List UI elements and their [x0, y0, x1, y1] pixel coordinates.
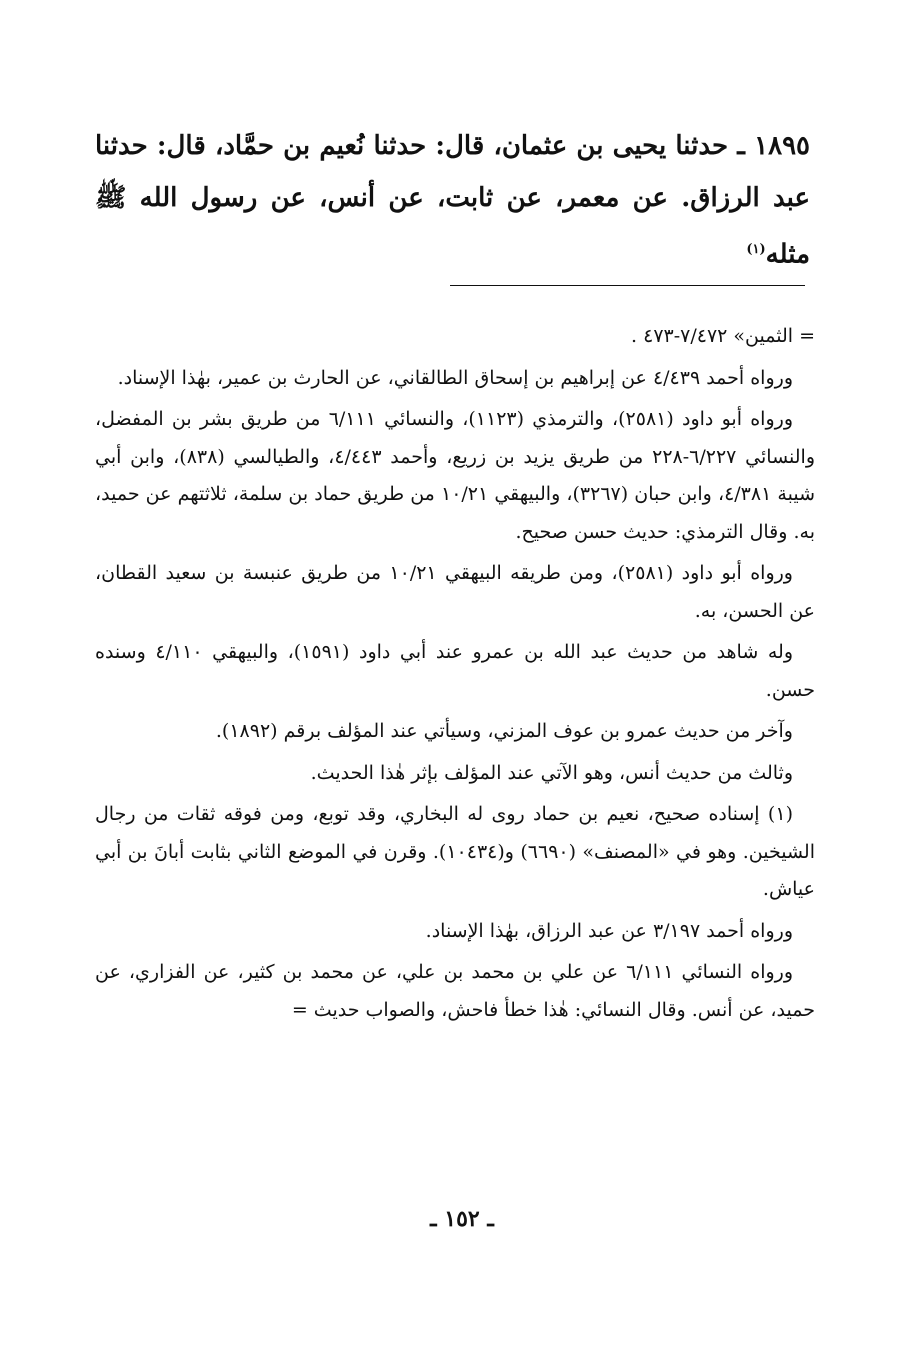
footnote-paragraph: ورواه أحمد ٤/٤٣٩ عن إبراهيم بن إسحاق الطالقاني، عن الحارث بن عمير، بهٰذا الإسناد. [117, 366, 793, 389]
page-number: ـ ١٥٢ ـ [430, 1206, 494, 1232]
main-text [95, 120, 810, 281]
footnote-paragraph: وآخر من حديث عمرو بن عوف المزني، وسيأتي عند المؤلف برقم (١٨٩٢). [215, 720, 793, 742]
hadith-body: ـ حدثنا يحيى بن عثمان، قال: حدثنا نُعيم بن حمَّاد، قال: حدثنا عبد الرزاق. عن معمر، عن ثابت، عن أنس، عن رسول الله ﷺ مثله [95, 131, 810, 270]
footnotes [95, 318, 815, 1033]
footnote-paragraph: وثالث من حديث أنس، وهو الآتي عند المؤلف بإثر هٰذا الحديث. [310, 761, 793, 784]
footnote-1 [95, 796, 815, 909]
footnote-paragraph: ورواه أبو داود (٢٥٨١)، والترمذي (١١٢٣)، والنسائي ٦/١١١ من طريق بشر بن المفضل، والنسائي ٦/٢٢٧-٢٢٨ من طريق يزيد بن زريع، وأحمد ٤/٤٤٣، والطيالسي (٨٣٨)، وابن أبي شيبة ٤/٣٨١، وابن حبان (٣٢٦٧)، والبيهقي ١٠/٢١ من طريق حماد بن سلمة، ثلاثتهم عن حميد، به. وقال الترمذي: حديث حسن صحيح. [95, 408, 816, 543]
footnote-paragraph: وله شاهد من حديث عبد الله بن عمرو عند أبي داود (١٥٩١)، والبيهقي ٤/١١٠ وسنده حسن. [95, 641, 815, 701]
footnote-paragraph: ورواه أبو داود (٢٥٨١)، ومن طريقه البيهقي ١٠/٢١ من طريق عنبسة بن سعيد القطان، عن الحسن، به. [95, 562, 815, 622]
footnote-1-marker: (١) [767, 803, 793, 825]
hadith-number: ١٨٩٥ [754, 131, 810, 161]
footnote-continuation: = الثمين» ٧/٤٧٢-٤٧٣ . [631, 325, 815, 347]
footnote-paragraph: ورواه أحمد ٣/١٩٧ عن عبد الرزاق، بهٰذا الإسناد. [425, 919, 793, 942]
footnote-marker: (١) [746, 242, 766, 257]
hadith-paragraph [95, 120, 810, 281]
footnote-paragraph: ورواه النسائي ٦/١١١ عن علي بن محمد بن علي، عن محمد بن كثير، عن الفزاري، عن حميد، عن أنس. وقال النسائي: هٰذا خطأ فاحش، والصواب حديث = [95, 961, 815, 1021]
footnote-separator [450, 285, 805, 286]
footnote-1-text: إسناده صحيح، نعيم بن حماد روى له البخاري، وقد توبع، ومن فوقه ثقات من رجال الشيخين. وهو في «المصنف» (٦٦٩٠) و(١٠٤٣٤). وقرن في الموضع الثاني بثابت أبانَ بن أبي عياش. [95, 803, 815, 900]
